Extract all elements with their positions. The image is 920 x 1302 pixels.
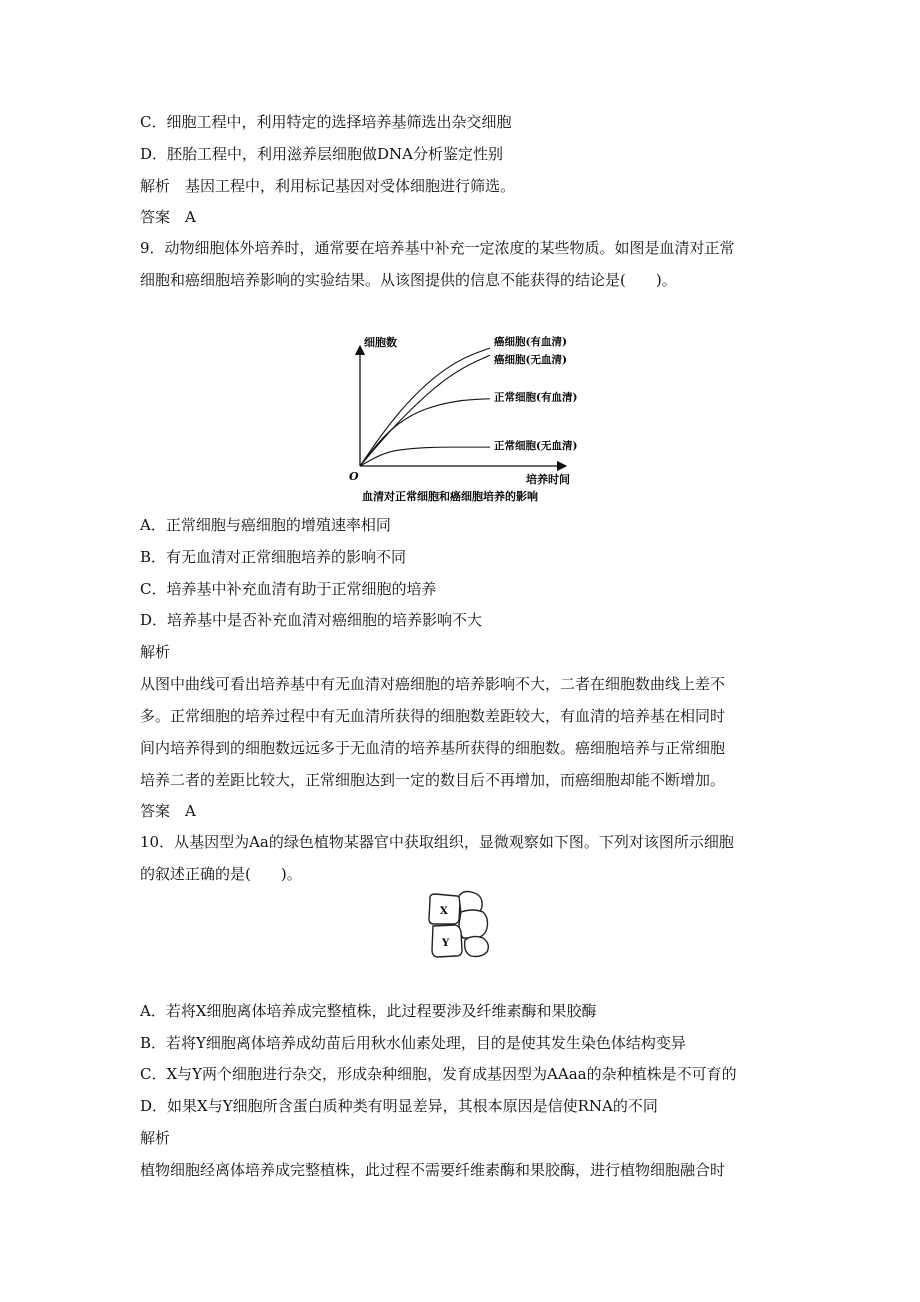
q9-analysis-line-3: 间内培养得到的细胞数远远多于无血清的培养基所获得的细胞数。癌细胞培养与正常细胞 [140, 739, 726, 757]
q9-option-b: B．有无血清对正常细胞培养的影响不同 [140, 548, 407, 566]
cell-bottom-right [465, 936, 489, 956]
series-label-1: 癌细胞(有血清) [494, 336, 567, 348]
chart-origin-label: O [349, 470, 359, 483]
series-line-1 [360, 348, 490, 466]
q10-option-d: D．如果X与Y细胞所含蛋白质种类有明显差异，其根本原因是信使RNA的不同 [140, 1097, 658, 1115]
q9-stem-line-1: 9．动物细胞体外培养时，通常要在培养基中补充一定浓度的某些物质。如图是血清对正常 [140, 239, 735, 257]
cell-middle-right [459, 910, 488, 938]
series-label-2: 癌细胞(无血清) [494, 354, 567, 367]
q9-option-d: D．培养基中是否补充血清对癌细胞的培养影响不大 [140, 611, 483, 629]
q9-option-a: A．正常细胞与癌细胞的增殖速率相同 [140, 516, 391, 534]
chart-y-label: 细胞数 [364, 336, 397, 349]
q9-option-c: C．培养基中补充血清有助于正常细胞的培养 [140, 580, 437, 598]
q8-answer: 答案 A [140, 208, 196, 226]
serum-effect-chart [340, 330, 590, 508]
q10-option-c: C．X与Y两个细胞进行杂交，形成杂种细胞，发育成基因型为AAaa的杂种植株是不可育的 [140, 1065, 737, 1083]
series-label-4: 正常细胞(无血清) [494, 440, 578, 453]
chart-x-label: 培养时间 [526, 473, 570, 486]
q10-analysis-label: 解析 [140, 1129, 171, 1147]
q8-option-c: C．细胞工程中，利用特定的选择培养基筛选出杂交细胞 [140, 113, 512, 131]
cell-x-label: X [440, 906, 448, 917]
q9-analysis-line-2: 多。正常细胞的培养过程中有无血清所获得的细胞数差距较大，有血清的培养基在相同时 [140, 707, 726, 725]
q10-option-b: B．若将Y细胞离体培养成幼苗后用秋水仙素处理，目的是使其发生染色体结构变异 [140, 1034, 686, 1052]
series-line-4 [360, 447, 490, 466]
series-label-3: 正常细胞(有血清) [494, 391, 578, 404]
q10-option-a: A．若将X细胞离体培养成完整植株，此过程要涉及纤维素酶和果胶酶 [140, 1002, 597, 1020]
q9-analysis-line-4: 培养二者的差距比较大，正常细胞达到一定的数目后不再增加，而癌细胞却能不断增加。 [140, 771, 726, 789]
q9-answer: 答案 A [140, 802, 196, 820]
q10-stem-line-2: 的叙述正确的是( )。 [140, 865, 302, 883]
q9-analysis-label: 解析 [140, 643, 171, 661]
q9-analysis-line-1: 从图中曲线可看出培养基中有无血清对癌细胞的培养影响不大，二者在细胞数曲线上差不 [140, 675, 726, 693]
series-line-2 [360, 355, 490, 466]
q8-analysis: 解析 基因工程中，利用标记基因对受体细胞进行筛选。 [140, 177, 516, 195]
q9-stem-line-2: 细胞和癌细胞培养影响的实验结果。从该图提供的信息不能获得的结论是( )。 [140, 271, 677, 289]
q8-option-d: D．胚胎工程中，利用滋养层细胞做DNA分析鉴定性别 [140, 145, 504, 163]
chart-title: 血清对正常细胞和癌细胞培养的影响 [362, 490, 538, 503]
q10-stem-line-1: 10．从基因型为Aa的绿色植物某器官中获取组织，显微观察如下图。下列对该图所示细胞 [140, 833, 734, 851]
q10-analysis-line-1: 植物细胞经离体培养成完整植株，此过程不需要纤维素酶和果胶酶，进行植物细胞融合时 [140, 1161, 726, 1179]
cell-y-label: Y [442, 938, 450, 949]
plant-cells-figure [425, 888, 495, 960]
